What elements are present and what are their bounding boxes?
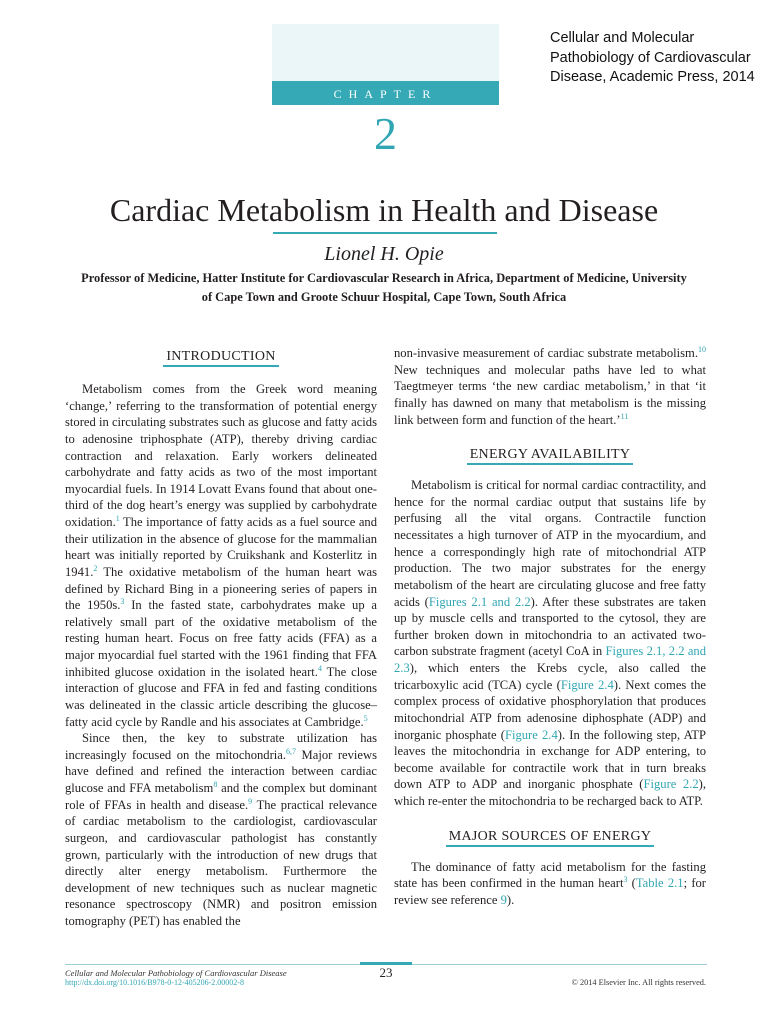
major-sources-paragraph: The dominance of fatty acid metabolism for the fasting state has been confirmed in the human heart$^3$ (Table 2.1; for review see reference 9). (394, 859, 706, 907)
chapter-number: 2 (374, 108, 397, 159)
figure-link[interactable]: Figure 2.4 (560, 677, 614, 692)
citation-ref[interactable]: 11 (620, 411, 629, 421)
figure-link[interactable]: Figures 2.1, 2.2 and 2.3 (394, 644, 707, 675)
page-number: 23 (379, 965, 393, 980)
figure-link[interactable]: Figure 2.2 (643, 777, 699, 792)
citation-ref[interactable]: 3 (120, 596, 125, 606)
citation-ref[interactable]: 9 (248, 796, 253, 806)
citation-ref[interactable]: 3 (623, 875, 628, 885)
table-link[interactable]: Table 2.1 (635, 876, 684, 891)
left-column (65, 345, 377, 930)
figure-link[interactable]: Figures 2.1 and 2.2 (428, 594, 531, 609)
reference-link[interactable]: 9 (500, 892, 507, 907)
citation-ref[interactable]: 5 (363, 713, 368, 723)
section-heading-major-sources: MAJOR SOURCES OF ENERGY (394, 827, 706, 847)
footer-book-title: Cellular and Molecular Pathobiology of Cardiovascular Disease (65, 968, 287, 978)
energy-paragraph: Metabolism is critical for normal cardiac contractility, and hence for the normal cardiac output that sustains life by perfusing all the vital organs. Contractile function necessitates a high turnover of ATP in the myocardium, and hence a correspondingly high rate of mitochondrial ATP production. The two major substrates for the energy metabolism of the heart are circulating glucose and free fatty acids (Figures 2.1 and 2.2). After these substrates are taken up by muscle cells and transported to the cytosol, they are further broken down in mitochondria to an activated two-carbon substrate fragment (acetyl CoA in Figures 2.1, 2.2 and 2.3), which enters the Krebs cycle, also called the tricarboxylic acid (TCA) cycle (Figure 2.4). Next comes the complex process of oxidative phosphorylation that produces mitochondrial ATP from adenosine diphosphate (ADP) and inorganic phosphate (Figure 2.4). In the following step, ATP leaves the mitochondria in exchange for ADP entering, to become available for contractile work that in turn breaks down ATP to ADP and inorganic phosphate (Figure 2.2), which re-enter the mitochondria to be recharged back to ATP. (394, 478, 707, 808)
chapter-label: CHAPTER (333, 87, 438, 101)
citation-ref[interactable]: 2 (93, 563, 98, 573)
title-rule (273, 232, 497, 234)
intro-paragraph-2: Since then, the key to substrate utilization has increasingly focused on the mitochondria.$^{6,7}$ Major reviews have defined and refined the interaction between cardiac glucose and FFA metabolism$^8$ and the complex but dominant role of FFAs in health and disease.$^9$ The practical relevance of cardiac metabolism to the cardiologist, cardiovascular surgeon, and cardiovascular pathologist has constantly grown, particularly with the introduction of new drugs that directly alter energy metabolism. Furthermore the development of new techniques such as nuclear magnetic resonance spectroscopy (NMR) and positron emission tomography (PET) has enabled the (65, 731, 377, 928)
citation-ref[interactable]: 10 (698, 344, 706, 354)
citation-note: Cellular and Molecular Pathobiology of Cardiovascular Disease, Academic Press, 2014 (550, 30, 755, 85)
footer-doi-link[interactable]: http://dx.doi.org/10.1016/B978-0-12-405206-2.00002-8 (65, 978, 244, 987)
intro-paragraph-1: Metabolism comes from the Greek word meaning ‘change,’ referring to the transformation of potential energy stored in circulating substrates such as glucose and fatty acids to adenosine triphosphate (ATP), thereby driving cardiac contraction and relaxation. Early workers delineated carbohydrate and fatty acids as two of the most important myocardial fuels. In 1914 Lovatt Evans found that about one-third of the dog heart’s energy was supplied by carbohydrate oxidation.$^1$ The importance of fatty acids as a fuel source and their utilization in the absence of glucose for the mammalian heart was initially reported by Cruikshank and Kosterlitz in 1941.$^2$ The oxidative metabolism of the human heart was defined by Richard Bing in a pioneering series of papers in the 1950s.$^3$ In the fasted state, carbohydrates make up a relatively small part of the oxidative metabolism of the resting human heart. Focus on free fatty acids (FFA) as a major myocardial fuel started with the 1961 finding that FFA inhibited glucose oxidation in the isolated heart.$^4$ The close interaction of glucose and FFA in fed and fasting conditions was delineated in the classic article describing the glucose–fatty acid cycle by Randle and his associates at Cambridge.$^5$ (65, 382, 378, 729)
figure-link[interactable]: Figure 2.4 (504, 727, 558, 742)
intro-paragraph-2-continued: non-invasive measurement of cardiac substrate metabolism.$^{10}$ New techniques and molecular paths have led to what Taegtmeyer terms ‘the new cardiac metabolism,’ in that ‘it finally has dawned on many that metabolism is the missing link between form and function of the heart.’$^{11}$ (394, 344, 706, 427)
citation-ref[interactable]: 6,7 (286, 746, 297, 756)
chapter-title: Cardiac Metabolism in Health and Disease (109, 192, 659, 228)
section-heading-energy-availability: ENERGY AVAILABILITY (394, 445, 706, 465)
right-column (394, 345, 706, 909)
footer-copyright: © 2014 Elsevier Inc. All rights reserved. (571, 978, 706, 987)
section-heading-introduction: INTRODUCTION (65, 347, 377, 367)
affiliation: Professor of Medicine, Hatter Institute for Cardiovascular Research in Africa, Department of Medicine, University of Cape Town and Groote Schuur Hospital, Cape Town, South Africa (81, 271, 687, 304)
citation-ref[interactable]: 8 (213, 779, 218, 789)
citation-ref[interactable]: 4 (317, 663, 322, 673)
author: Lionel H. Opie (324, 243, 444, 265)
citation-ref[interactable]: 1 (115, 513, 120, 523)
